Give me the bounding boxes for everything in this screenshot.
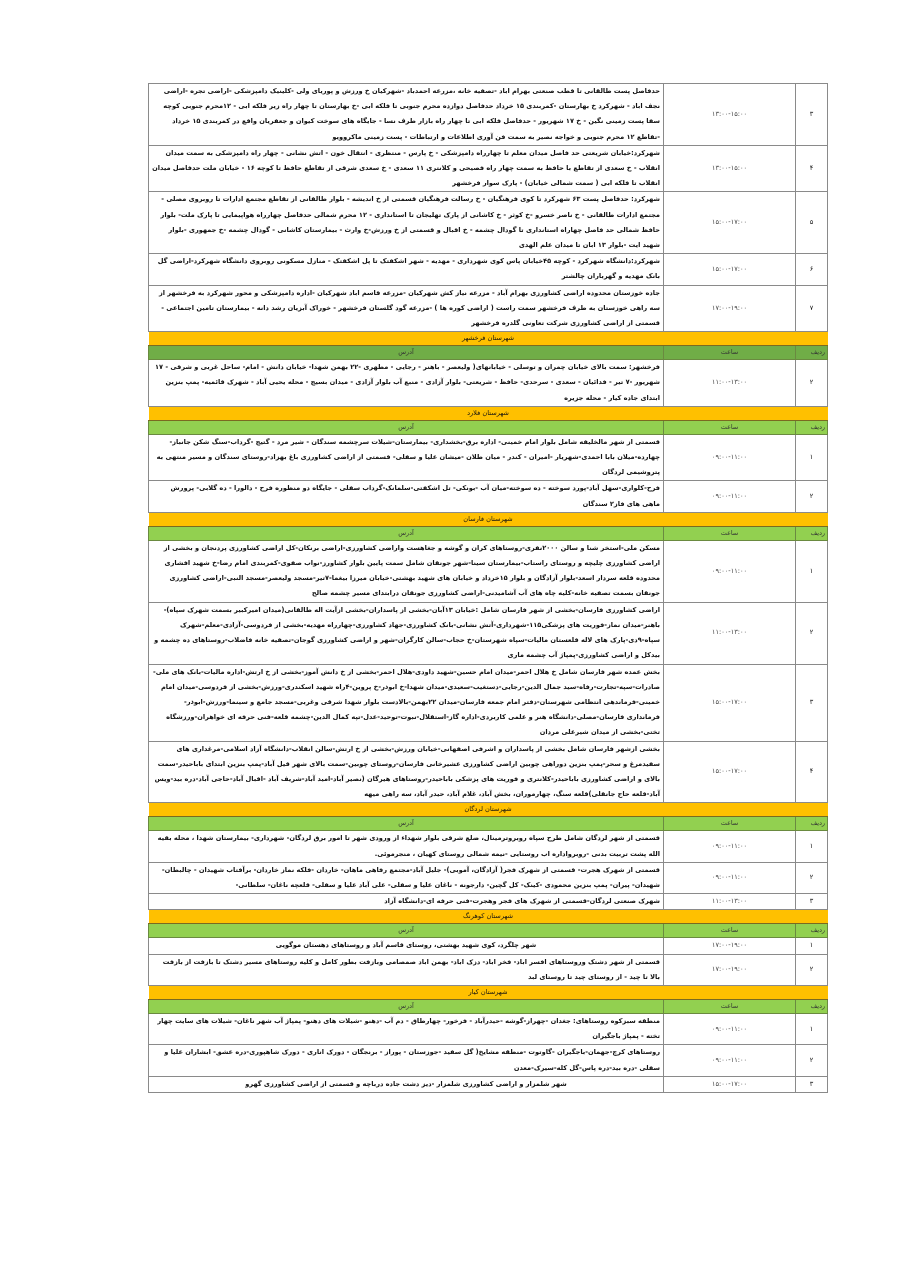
row-time: ۱۱:۰۰-۱۳:۰۰: [664, 360, 796, 407]
row-rank: ۲: [796, 862, 828, 893]
row-address: روستاهای کرچ-جهمان-باجگیران -گاوتوت -منطقه مشایخ( گل سفید -جوزستان - پوراز - برنجگان - دورک اناری - دورک شاهپوری-دره عشق- ابشاران علیا و سفلی -دره بید-دره پاس-گل کله-سیرک-معدن: [149, 1045, 664, 1076]
column-header-address: آدرس: [149, 346, 664, 360]
row-address: شهر چلگرد، کوی شهید بهشتی، روستای قاسم آباد و روستاهای دهستان موگویی: [149, 938, 664, 954]
table-row: [149, 360, 828, 407]
table-row: [149, 741, 828, 803]
table-row: [149, 894, 828, 910]
table-row: [149, 145, 828, 192]
column-header-time: ساعت: [664, 999, 796, 1013]
row-time: ۰۹:۰۰-۱۱:۰۰: [664, 1045, 796, 1076]
county-title-row: [149, 803, 828, 817]
table-row: [149, 285, 828, 332]
table-row: [149, 831, 828, 862]
row-address: حدفاصل پست طالقانی تا قطب صنعتی بهرام اباد -تصفیه خانه ،مزرعه احمدباد -شهرکیان خ ورزش و پوریای ولی -کلینیک دامپزشکی -اراضی تجره -اراضی نجف اباد - شهرکرد خ بهارستان -کمربندی ۱۵ خرداد حدفاصل دوازده محرم جنوبی تا فلکه ابی -خ بهارستان تا چهار راه زیر فلکه ابی - ۱۲محرم جنوبی کوچه سفا پست زمینی نگین - خ ۱۷ شهریور - حدفاصل فلکه ابی تا چهار راه بازار طرف نسا - جایگاه های سوخت کیوان و جعفریان واقع در کمربندی ۱۵ خرداد -تقاطع ۱۲ محرم جنوبی و خواجه نصیر به سمت فن آوری اطلاعات و ارتباطات - پست زمینی ماکروویو: [149, 84, 664, 146]
row-address: قسمتی از شهر مالخلیفه شامل بلوار امام خمینی- اداره برق-بخشداری- بیمارستان-شیلات سرچشمه سندگان - شیر مرد - گتیج -گرداب-سنگ شکن جانباز- چهارده-میلان بابا احمدی-شهریار -امیران - کندر - میان طلان -میشان علیا و سفلی- قسمتی از اراضی کشاورزی باغ بهزاد-روستای سندگان و مسیر منتهی به پتروشیمی لردگان: [149, 434, 664, 481]
row-time: ۱۷:۰۰-۱۹:۰۰: [664, 285, 796, 332]
row-rank: ۱: [796, 434, 828, 481]
row-time: ۰۹:۰۰-۱۱:۰۰: [664, 1013, 796, 1044]
row-rank: ۲: [796, 481, 828, 512]
county-title: شهرستان فرخشهر: [149, 332, 828, 346]
row-rank: ۶: [796, 254, 828, 285]
row-address: بخش عمده شهر فارسان شامل خ هلال احمر-میدان امام حسین-شهید داودی-هلال احمر-بخشی از خ دانش آموز-بخشی از خ ارتش-اداره مالیات-بانک های ملی-صادرات-سپه-تجارت-رفاه-سید جمال الدین-رجایی-دستغیب-سعیدی-میدان شهدا-خ ابوذر-خ پروین-۴راه شهید اسکندری-ورزش-بخشی از فردوسی-میدان امام خمینی-فرماندهی انتظامی شهرستان-دفتر امام جمعه فارسان-میدان ۲۲بهمن-بالادست بلوار شهدا شرقی وغربی-مسجد جامع و سینما-ورزش-ابوذر-فرمانداری فارسان-مصلی-دانشگاه هنر و علمی کاربردی-اداره گاز-استقلال-نبوت-توحید-عدل-تپه کمال الدین-چشمه قلعه-فنی حرفه ای خواهران-ورزشگاه تختی-بخشی از میدان شیرعلی مردان: [149, 664, 664, 741]
row-rank: ۳: [796, 84, 828, 146]
row-rank: ۲: [796, 1045, 828, 1076]
table-row: [149, 192, 828, 254]
table-row: [149, 254, 828, 285]
row-rank: ۲: [796, 602, 828, 664]
column-header-time: ساعت: [664, 817, 796, 831]
row-rank: ۲: [796, 954, 828, 985]
row-rank: ۱: [796, 540, 828, 602]
column-header-address: آدرس: [149, 420, 664, 434]
row-time: ۱۷:۰۰-۱۹:۰۰: [664, 954, 796, 985]
row-rank: ۵: [796, 192, 828, 254]
table-row: [149, 481, 828, 512]
table-row: [149, 938, 828, 954]
row-time: ۱۱:۰۰-۱۳:۰۰: [664, 602, 796, 664]
table-row: [149, 1045, 828, 1076]
row-address: شهرکرد:خیابان شریعتی حد فاصل میدان معلم تا چهارراه دامپزشکی - خ پارس - منتظری - انتقال خون - اتش نشانی - چهار راه دامپزشکی به سمت میدان انقلاب - خ سعدی از تقاطع با حافظ به سمت چهار راه فصیحی و کلانتری ۱۱ سعدی - خ سعدی شرقی از تقاطع حافظ تا کوچه ۱۶ - خیابان ملت حدفاصل میدان انقلاب تا فلکه ابی ( سمت شمالی خیابان) - پارک سوار فرخشهر: [149, 145, 664, 192]
column-header-address: آدرس: [149, 817, 664, 831]
row-address: قسمتی از شهر لردگان شامل طرح سپاه روبروترمینال، ضلع شرقی بلوار شهداء از ورودی شهر تا امور برق لردگان- شهرداری- بیمارستان شهدا ، محله بقیه الله پشت تربیت بدنی -روبرواداره اب روستایی -نیمه شمالی روستای کهیان ، منجرموئی.: [149, 831, 664, 862]
row-address: جاده خوزستان محدوده اراضی کشاورزی بهرام آباد - مزرعه نیاز کش شهرکیان -مزرعه قاسم اباد شهرکیان -اداره دامپزشکی و محور شهرکرد به فرخشهر از سه راهی خوزستان به طرف فرخشهر سمت راست ( اراضی کوره ها ) -مزرعه گود گلستان فرخشهر - خوراک آبزیان رشد دانه - بیمارستان تامین اجتماعی - قسمتی از اراضی کشاورزی شرکت تعاونی گلدره فرخشهر: [149, 285, 664, 332]
outage-schedule-page: [148, 83, 828, 1093]
row-address: شهر شلمزار و اراضی کشاورزی شلمزار -دیز دشت جاده درباچه و قسمتی از اراضی کشاورزی گهرو: [149, 1076, 664, 1092]
outage-schedule-table: [148, 83, 828, 1093]
column-header-address: آدرس: [149, 526, 664, 540]
table-row: [149, 540, 828, 602]
county-title: شهرستان فلارد: [149, 406, 828, 420]
row-address: قسمتی از شهر دشتک وروستاهای افسر اباد- فخر اباد- دزک اباد- بهمن اباد صمصامی وبازفت بطور کامل و کلیه روستاهای مسیر دشتک تا بازفت از بازفت بالا تا چید - از روستای چید تا روستای لبد: [149, 954, 664, 985]
row-address: مسکن ملی-استخر شنا و سالن ۲۰۰۰نفری-روستاهای کران و گوشه و جغاهست واراضی کشاورزی-اراضی برنکان-کل اراضی کشاورزی پردنجان و بخشی از اراضی کشاورزی چلیچه و روستای راستاب-بیمارستان سینا-شهر جونقان شامل سمت پایین بلوار کشاورز-نواب صفوی-کمربندی امام رضا-خ شهید افشاری محدوده قلعه سردار اسعد-بلوار آزادگان و بلوار ۱۵خرداد و خیابان های شهید بهشتی-خیابان میرزا بیغما-۷تیر-مسجد ولیعصر-مسجد النبی-اراضی کشاورزی جونقان بسمت تصفیه خانه-کلیه چاه های آب آشامیدنی-اراضی کشاورزی جونقان درابتدای مسیر چشمه صالح: [149, 540, 664, 602]
county-title: شهرستان فارسان: [149, 512, 828, 526]
column-header-rank: ردیف: [796, 346, 828, 360]
row-rank: ۱: [796, 1013, 828, 1044]
row-time: ۱۳:۰۰-۱۵:۰۰: [664, 145, 796, 192]
row-address: اراضی کشاورزی فارسان-بخشی از شهر فارسان شامل :خیابان ۱۳آبان-بخشی از پاسداران-بخشی ازآیت اله طالقانی(میدان امیرکبیر بسمت شهرک سپاه)-باهنر-میدان نماز-فوریت های پزشکی۱۱۵-شهرداری-آتش نشانی-بانک کشاورزی-جهاد کشاورزی-چهارراه مهدیه-بخشی از فردوسی-آزادی-معلم-شهرک سپاه-۹دی-پارک های لاله قلعستان مالیات-سپاه شهرستان-خ حجاب-سالن کارگران-شهر و اراضی کشاورزی گوجان-تصفیه خانه فاضلاب-روستاهای ده چشمه و بیدکل و اراضی کشاورزی-پمپاژ آب چشمه ماری: [149, 602, 664, 664]
row-address: فرح-کلواری-سهل آباد-پورد سوخته - ده سوخته-میان آب -بونکی- تل اشکفتی-سلمانک-گرداب سفلی - جایگاه دو منظوره فرح - دالورا - ده گلابی- پرورش ماهی های فاز۲ سندگان: [149, 481, 664, 512]
row-address: شهرکرد: حدفاصل پست ۶۳ شهرکرد تا کوی فرهنگیان - خ رسالت فرهنگیان قسمتی از خ اندیشه - بلوار طالقانی از تقاطع مجتمع ادارات تا روبروی مصلی - مجتمع ادارات طالقانی - خ ناصر خسرو -خ کوثر - خ کاشانی از پارک تهلیجان تا استانداری - ۱۲ محرم شمالی حدفاصل چهارراه هواپیمایی تا پارک ملت- بلوار حافظ شمالی حد فاصل چهاراه استانداری تا گودال چشمه - خ اقبال و قسمتی از خ ورزش-خ وارث - بیمارستان کاشانی - گودال چشمه -خ جمهوری -بلوار شهید ایت -بلوار ۱۳ ابان تا میدان علم الهدی: [149, 192, 664, 254]
row-address: شهرک صنعتی لردگان-قسمتی از شهرک های فجر وهجرت-فنی حرفه ای-دانشگاه آزاد: [149, 894, 664, 910]
table-row: [149, 954, 828, 985]
row-rank: ۴: [796, 741, 828, 803]
table-row: [149, 664, 828, 741]
county-title: شهرستان لردگان: [149, 803, 828, 817]
column-header-address: آدرس: [149, 999, 664, 1013]
table-row: [149, 1076, 828, 1092]
column-header-time: ساعت: [664, 346, 796, 360]
column-header-address: آدرس: [149, 924, 664, 938]
table-row: [149, 1013, 828, 1044]
column-header-rank: ردیف: [796, 999, 828, 1013]
row-time: ۱۷:۰۰-۱۹:۰۰: [664, 938, 796, 954]
row-time: ۱۵:۰۰-۱۷:۰۰: [664, 254, 796, 285]
row-address: بخشی ازشهر فارسان شامل بخشی از پاسداران و اشرفی اصفهانی-خیابان ورزش-بخشی از خ ارتش-سالن انقلاب-دانشگاه آزاد اسلامی-مرغداری های سفیدمرغ و سحر-پمپ بنزین دوراهی چوبین اراضی کشاورزی عشیرخانی فارسان-روستای چوبین-سمت بالای شهر قیل آباد-پمپ بنزین ابتدای باباحیدر-سمت بالای و اراضی کشاورزی باباحیدر-کلانتری و فوریت های پزشکی باباحیدر-روستاهای هیرگان (نصیر آباد-امید آباد-شریف آباد -اقبال آباد-حاجی آباد-دره بید-ویس آباد-قلعه حاج جانقلی)قلعه سنگ، چهارموران، بخش آباد، غلام آباد، حیدر آباد، سه راهی میهه: [149, 741, 664, 803]
row-rank: ۳: [796, 664, 828, 741]
column-header-rank: ردیف: [796, 817, 828, 831]
column-header-row: [149, 817, 828, 831]
row-rank: ۳: [796, 1076, 828, 1092]
row-rank: ۱: [796, 831, 828, 862]
row-time: ۰۹:۰۰-۱۱:۰۰: [664, 481, 796, 512]
row-rank: ۳: [796, 894, 828, 910]
row-address: قسمتی از شهرک هجرت- قسمتی از شهرک فجر( آزادگان، آموبی)- جلیل آباد-مجتمع رفاهی ماهان- خاردان -فلکه نماز خاردان- برآفتاب شهیدان - چالبطان- شهیدان- پیران- پمپ بنزین محمودی -کینک- کل گچین- دارجونه - ناغان علیا و سفلی- علی آباد علیا و سفلی- قلعچه ناغان- سلطانی-: [149, 862, 664, 893]
county-title-row: [149, 332, 828, 346]
column-header-time: ساعت: [664, 420, 796, 434]
table-row: [149, 434, 828, 481]
row-time: ۰۹:۰۰-۱۱:۰۰: [664, 831, 796, 862]
table-row: [149, 602, 828, 664]
row-time: ۱۵:۰۰-۱۷:۰۰: [664, 1076, 796, 1092]
row-rank: ۷: [796, 285, 828, 332]
county-title-row: [149, 910, 828, 924]
table-row: [149, 84, 828, 146]
row-address: منطقه سبزکوه روستاهای: جغدان -چهراز-گوشه -حیدرآباد - فرخور- چهارطاق - دم آب -دهنو -شیلات های دهنو- پمپاژ آب شهر ناغان- شیلات های سایت چهار تخته - پمپاژ باجگیران: [149, 1013, 664, 1044]
column-header-rank: ردیف: [796, 924, 828, 938]
county-title-row: [149, 985, 828, 999]
row-address: شهرکرد:دانشگاه شهرکرد - کوچه ۴۵خیابان پاس کوی شهرداری - مهدیه - شهر اشکفتک تا پل اشکفتک - منازل مسکونی روبروی دانشگاه شهرکرد-اراضی گل بانک مهدیه و گهرباران چالشتر: [149, 254, 664, 285]
county-title-row: [149, 406, 828, 420]
row-address: فرخشهر: سمت بالای خیابان چمران و توسلی - خیابانهای( ولیعصر - باهنر - رجایی - مطهری -۲۲ بهمن شهدا- خیابان دانش - امام- ساحل غربی و شرقی - ۱۷ شهریور -۷ تیر - فدائیان - سعدی - سرحدی- حافظ - شریعتی- بلوار آزادی - منبع آب بلوار آزادی - میدان بسیج - محله یحیی آباد - شهرک قائمیه- پمپ بنزین ابتدای جاده کیار - محله جزیره: [149, 360, 664, 407]
row-rank: ۱: [796, 938, 828, 954]
row-time: ۰۹:۰۰-۱۱:۰۰: [664, 434, 796, 481]
row-time: ۰۹:۰۰-۱۱:۰۰: [664, 862, 796, 893]
row-time: ۰۹:۰۰-۱۱:۰۰: [664, 540, 796, 602]
column-header-row: [149, 346, 828, 360]
row-time: ۱۵:۰۰-۱۷:۰۰: [664, 664, 796, 741]
column-header-rank: ردیف: [796, 420, 828, 434]
county-title: شهرستان کوهرنگ: [149, 910, 828, 924]
column-header-row: [149, 999, 828, 1013]
row-rank: ۴: [796, 145, 828, 192]
column-header-time: ساعت: [664, 526, 796, 540]
county-title: شهرستان کیار: [149, 985, 828, 999]
row-time: ۱۵:۰۰-۱۷:۰۰: [664, 741, 796, 803]
column-header-row: [149, 526, 828, 540]
row-time: ۱۱:۰۰-۱۳:۰۰: [664, 894, 796, 910]
column-header-row: [149, 420, 828, 434]
county-title-row: [149, 512, 828, 526]
table-row: [149, 862, 828, 893]
column-header-row: [149, 924, 828, 938]
row-time: ۱۳:۰۰-۱۵:۰۰: [664, 84, 796, 146]
row-time: ۱۵:۰۰-۱۷:۰۰: [664, 192, 796, 254]
row-rank: ۲: [796, 360, 828, 407]
column-header-time: ساعت: [664, 924, 796, 938]
column-header-rank: ردیف: [796, 526, 828, 540]
